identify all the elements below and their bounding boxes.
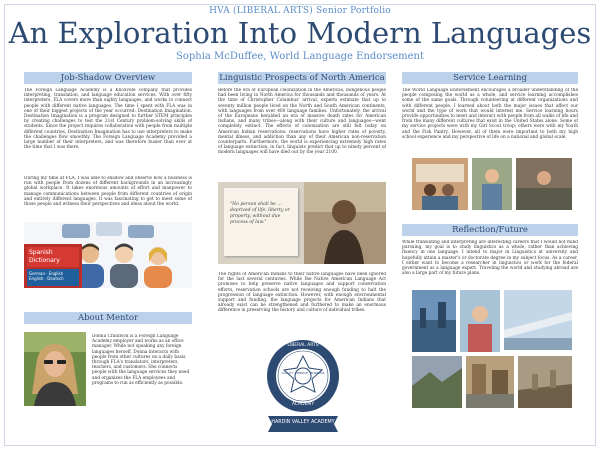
- seal-banner-text: HARDIN VALLEY ACADEMY: [271, 420, 335, 425]
- book-line-1: German · English: [29, 271, 64, 276]
- german-dictionary-book: [27, 269, 79, 286]
- seal-top-text: LIBERAL ARTS: [287, 343, 319, 348]
- travel-photo-ruins: [518, 356, 572, 408]
- linguistic-paragraph-1: Before the era of European colonization in the Americas, indigenous people had been living in North America for thousands and thousands of years. At the time of Christopher Columbus' arrival, experts estimate that up to seventy million people lived on the North and South American continents, with languages from over 400 language families. Unfortunately, the arrival of the Europeans heralded an era of massive death rates for American Indians, and many tribes—along with their culture and languages—went completely extinct. The effects of colonization are still felt today on American Indian reservations: reservations have higher rates of poverty, mental illness, and addiction than any of their American non-reservation counterparts. Furthermore, the world is experiencing extremely high rates of language extinction; in fact, linguists predict that up to ninety percent of modern languages will have died out by the year 2100.: [218, 88, 386, 156]
- job-shadow-paragraph-1: The Foreign Language Academy is a Knoxville company that provides interpreting, translation, and language education services. With over fifty interpreters, FLA covers more than eighty languages, and works to connect people with different native languages. The time I spent with FLA was in one of their biggest projects of the year occurred: Destination Imagination. Destination Imagination is a program designed to further STEM principles by creating challenges to test the 21st Century problem-solving skills of students. Since the project requires collaboration with people from multiple different countries, Destination Imagination has to use interpreters to make the challenges flow smoothly. The Foreign Language Academy provided a large number of their interpreters, and was therefore busier than ever at the time that I was there.: [24, 88, 192, 151]
- dictionaries-photo: [24, 244, 82, 288]
- spanish-dictionary-book: Spanish Dictionary: [27, 247, 79, 267]
- academy-seal: [264, 338, 342, 434]
- book-line-2: English · Deutsch: [29, 276, 64, 281]
- service-photo-3: [516, 158, 572, 210]
- mentor-photo: [24, 332, 86, 406]
- travel-photo-airplane: [504, 290, 572, 350]
- program-label: HVA (LIBERAL ARTS) Senior Portfolio: [209, 6, 391, 16]
- seal-bottom-text: ACADEMY: [291, 402, 315, 407]
- poster-title: An Exploration Into Modern Languages: [8, 16, 592, 50]
- poster-subtitle: Sophia McDuffee, World Language Endorsement: [175, 51, 425, 62]
- reflection-text: While translating and interpreting are interesting careers that I would not mind pursuing, my goal is to study linguistics as a whole, rather than achieving fluency in one language. I intend to major in Linguistics at university and hopefully attain a master's or doctorate degree in my subject focus. As a career, I either want to become a researcher in linguistics or work for the federal government as a language expert. Traveling the world and studying abroad are also a large part of my future plans.: [402, 240, 578, 277]
- job-shadow-heading: Job-Shadow Overview: [24, 72, 192, 84]
- travel-photo-people: [460, 290, 500, 352]
- service-learning-text: The World Language Endorsement encourages a broader understanding of the people composing the world as a whole, and service learning accomplishes some of the same goals. Through volunteering at different organizations and with different people, I learned about both the major issues that affect our world and the type of work that would interest me. Service learning hours provide opportunities to meet and interact with people from all walks of life and from the many different cultures that exist in the United States alone. Some of my service projects were with my Girl Scout troop; others were with my Youth and the Fish Pantry. However, all of them were important to both my high school experience and my perspective of life on a national and global scale.: [402, 88, 578, 140]
- mentor-description: Donna Craddock is a Foreign Language Academy employer and works as an office manager. While not speaking any foreign languages herself, Donna interacts with people from other cultures on a daily basis through FLA's translators, interpreters, teachers, and customers. She connects people with the language services they need and organizes the FLA employees and programs to run as efficiently as possible.: [92, 334, 190, 386]
- seal-motto: QUALITY · SERVICE · BUSINESS: [281, 371, 325, 375]
- quote-card: [224, 188, 298, 256]
- job-shadow-paragraph-2: During my time at FLA, I was able to shadow and observe how a business is run with people from dozens of different backgrounds in an increasingly global workplace. It takes enormous amounts of effort and manpower to manage communications between people from different countries of origin and entirely different languages. It was fascinating to get to meet some of those people and witness their perspectives and ideas about the world.: [24, 176, 192, 208]
- service-photo-1: [412, 158, 468, 210]
- linguistic-heading: Linguistic Prospects of North America: [219, 73, 385, 83]
- travel-photo-landscape: [412, 356, 462, 408]
- quote-photo-area: [218, 182, 386, 264]
- travel-photo-street: [466, 356, 514, 408]
- linguistic-paragraph-2: The rights of American Indians to their native languages have been ignored for the last several centuries. While the Native American Language Act promises to help preserve native languages and support conservation efforts, reservation schools are not receiving enough funding to halt the progression of language extinction. However, with enough environmental support and funding, the language projects for American Indians that already exist can be strengthened and furthered to make an enormous difference in preserving the history and culture of individual tribes.: [218, 272, 386, 314]
- service-learning-heading: Service Learning: [402, 72, 578, 84]
- reflection-heading: Reflection/Future: [402, 224, 578, 236]
- service-photo-2: [472, 158, 512, 210]
- mentor-heading: About Mentor: [24, 312, 192, 324]
- travel-photo-city: [412, 290, 456, 352]
- reservation-photo: [304, 182, 386, 264]
- due-process-quote: "No person shall be ... deprived of life, liberty or property, without due process of law.": [230, 202, 290, 225]
